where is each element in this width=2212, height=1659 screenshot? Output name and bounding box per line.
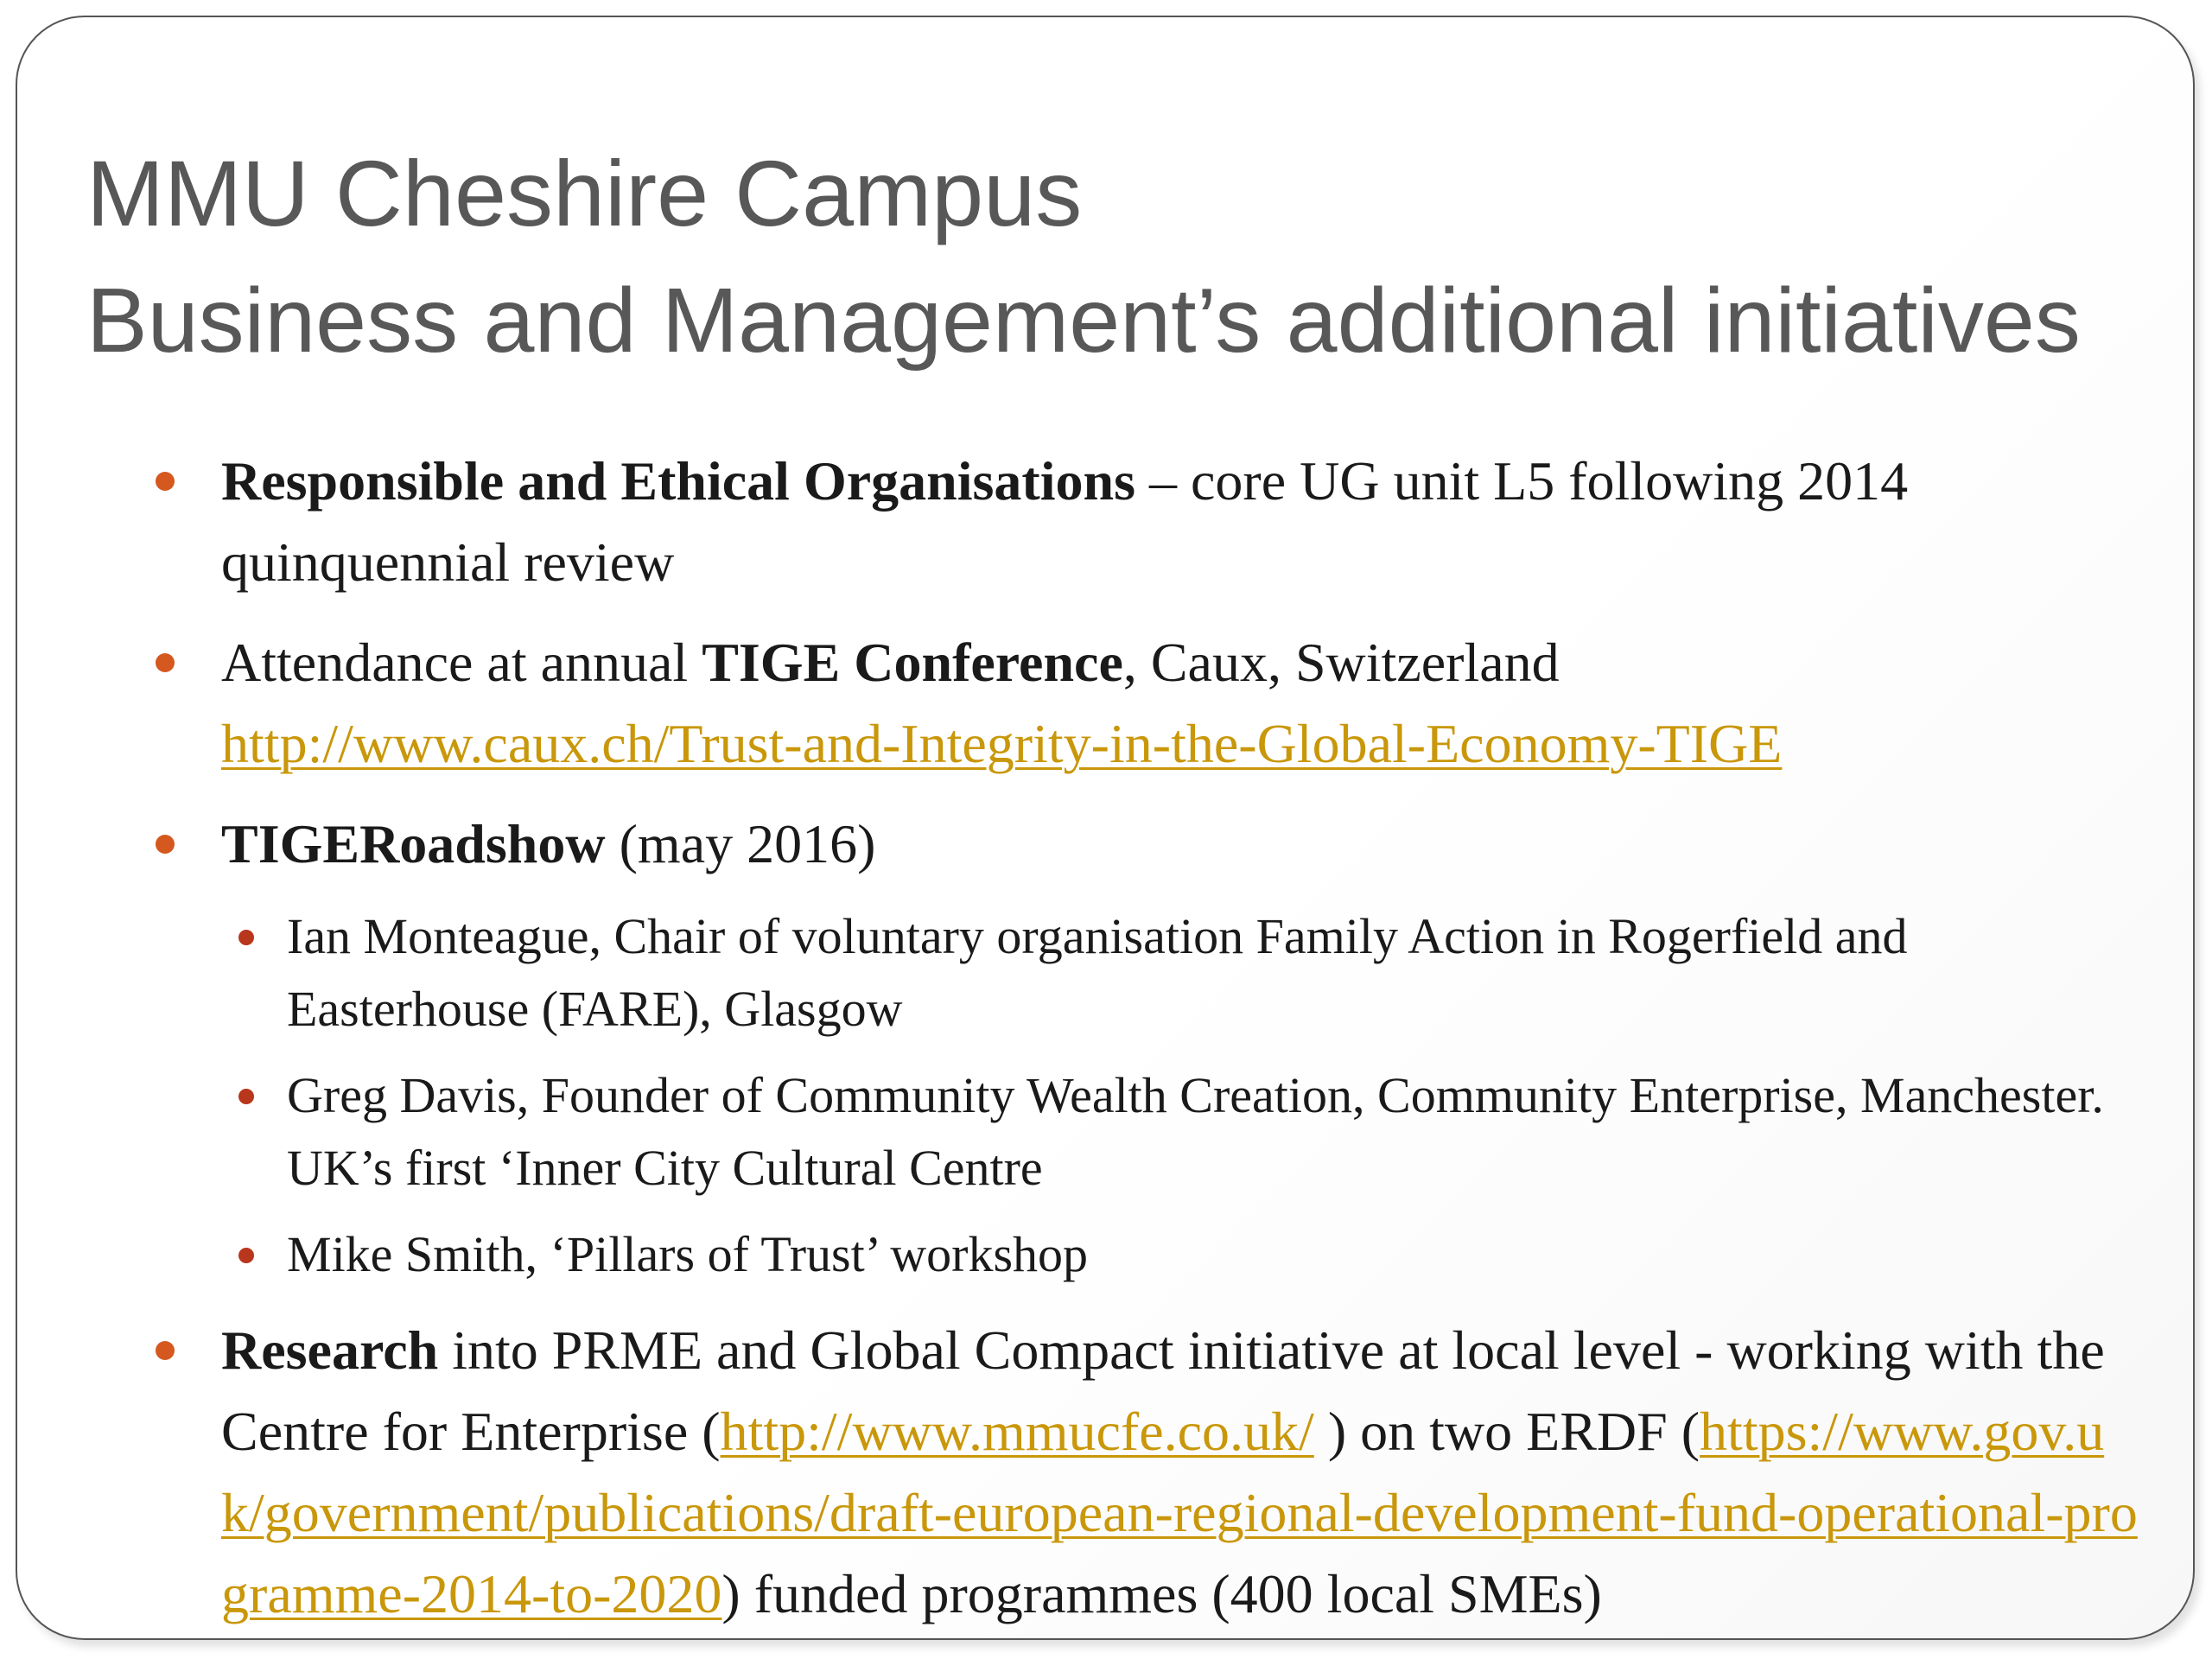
bullet-item-tige-roadshow bbox=[156, 804, 2143, 1291]
sub-bullet-list bbox=[221, 900, 2143, 1291]
sub-bullet-text: Mike Smith, ‘Pillars of Trust’ workshop bbox=[287, 1226, 1089, 1282]
bullet-dot-icon bbox=[156, 835, 175, 854]
bullet-dot-icon bbox=[156, 472, 175, 491]
mmucfe-link[interactable]: http://www.mmucfe.co.uk/ bbox=[720, 1401, 1314, 1462]
slide-content bbox=[156, 441, 2143, 1654]
bullet-text: (may 2016) bbox=[605, 813, 876, 874]
sub-bullet-item bbox=[221, 1059, 2143, 1205]
sub-bullet-item bbox=[221, 900, 2143, 1046]
slide-title-block bbox=[86, 141, 2081, 372]
bullet-text: – core UG unit L5 following 2014 quinquennial review bbox=[221, 450, 1909, 593]
sub-bullet-item bbox=[221, 1218, 2143, 1291]
bullet-text: , Caux, Switzerland bbox=[1122, 632, 1560, 693]
bullet-heading: TIGE Conference bbox=[702, 632, 1123, 693]
bullet-text: into PRME and Global Compact initiative at local level - working with the Centre for Enterprise ( bbox=[221, 1319, 2105, 1462]
sub-bullet-text: Greg Davis, Founder of Community Wealth Creation, Community Enterprise, Manchester. UK’s first ‘Inner City Cultural Centre bbox=[287, 1067, 2104, 1196]
slide-subtitle: Business and Management’s additional initiatives bbox=[86, 270, 2081, 372]
sub-bullet-dot-icon bbox=[238, 1248, 254, 1263]
bullet-dot-icon bbox=[156, 1341, 175, 1360]
slide-title: MMU Cheshire Campus bbox=[86, 141, 1083, 245]
bullet-dot-icon bbox=[156, 653, 175, 672]
bullet-heading: Research bbox=[221, 1319, 439, 1381]
bullet-text: ) funded programmes (400 local SMEs) bbox=[721, 1563, 1602, 1624]
caux-link[interactable]: http://www.caux.ch/Trust-and-Integrity-in-the-Global-Economy-TIGE bbox=[221, 713, 1783, 774]
bullet-text: ) on two ERDF ( bbox=[1313, 1401, 1700, 1462]
bullet-item-research bbox=[156, 1310, 2143, 1635]
bullet-heading: Responsible and Ethical Organisations bbox=[221, 450, 1135, 512]
bullet-text: Attendance at annual bbox=[221, 632, 702, 693]
bullet-heading: TIGERoadshow bbox=[221, 813, 606, 874]
sub-bullet-dot-icon bbox=[238, 930, 254, 945]
sub-bullet-text: Ian Monteague, Chair of voluntary organisation Family Action in Rogerfield and Easterhouse (FARE), Glasgow bbox=[287, 908, 1908, 1037]
bullet-item-responsible-ethical bbox=[156, 441, 2143, 603]
bullet-item-tige-conference bbox=[156, 622, 2143, 785]
erdf-link[interactable]: https://www.gov.uk/government/publications/draft-european-regional-development-fund-operational-programme-2014-to-2020 bbox=[221, 1401, 2138, 1624]
slide-frame bbox=[16, 16, 2195, 1640]
sub-bullet-dot-icon bbox=[238, 1089, 254, 1104]
bullet-list bbox=[156, 441, 2143, 1635]
